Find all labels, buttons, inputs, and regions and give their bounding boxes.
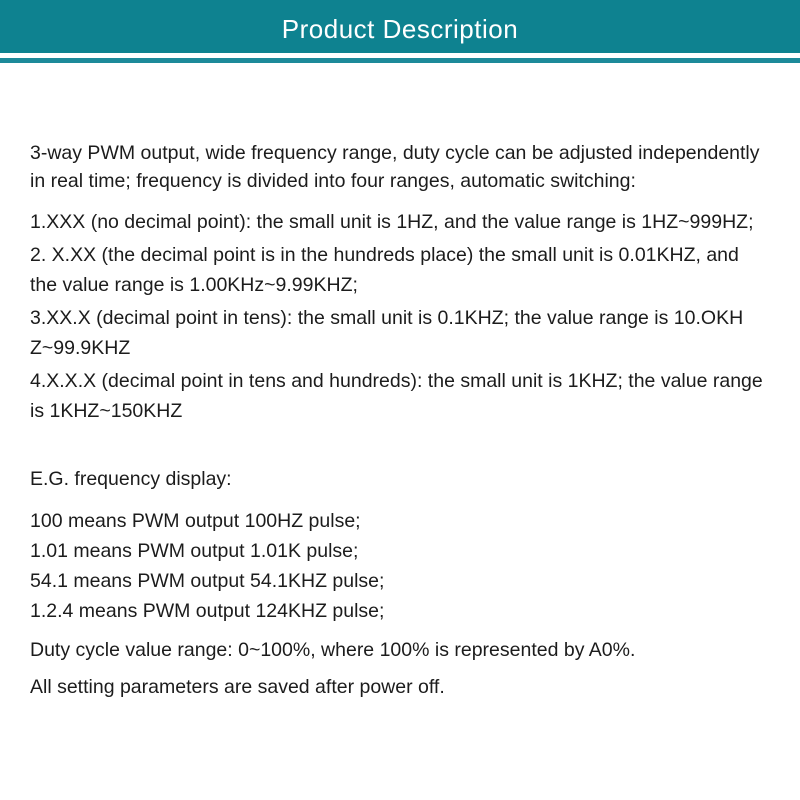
range-line: is 1KHZ~150KHZ (30, 400, 183, 422)
range-line: the value range is 1.00KHz~9.99KHZ; (30, 274, 358, 296)
frequency-ranges-list (30, 207, 782, 426)
header-banner (0, 0, 800, 53)
example-line: 1.01 means PWM output 1.01K pulse; (30, 540, 359, 562)
range-item-2 (30, 240, 782, 300)
range-item-1 (30, 207, 782, 237)
range-line: 2. X.XX (the decimal point is in the hundreds place) the small unit is 0.01KHZ, and (30, 244, 739, 266)
description-content (0, 63, 800, 702)
example-line: 54.1 means PWM output 54.1KHZ pulse; (30, 570, 385, 592)
range-line: 1.XXX (no decimal point): the small unit is 1HZ, and the value range is 1HZ~999HZ; (30, 211, 754, 233)
intro-line: 3-way PWM output, wide frequency range, duty cycle can be adjusted independently (30, 142, 760, 164)
example-line: 100 means PWM output 100HZ pulse; (30, 510, 361, 532)
page-title: Product Description (281, 14, 519, 44)
examples-list (30, 506, 782, 626)
range-line: 4.X.X.X (decimal point in tens and hundreds): the small unit is 1KHZ; the value range (30, 370, 763, 392)
range-item-3 (30, 303, 782, 363)
range-line: Z~99.9KHZ (30, 337, 131, 359)
duty-cycle-note: Duty cycle value range: 0~100%, where 100% is represented by A0%. (30, 639, 636, 661)
range-line: 3.XX.X (decimal point in tens): the small unit is 0.1KHZ; the value range is 10.OKH (30, 307, 744, 329)
intro-paragraph (30, 139, 782, 195)
range-item-4 (30, 366, 782, 426)
save-note: All setting parameters are saved after power off. (30, 676, 445, 698)
example-line: 1.2.4 means PWM output 124KHZ pulse; (30, 600, 385, 622)
intro-line: in real time; frequency is divided into four ranges, automatic switching: (30, 170, 636, 192)
examples-heading: E.G. frequency display: (30, 468, 232, 490)
